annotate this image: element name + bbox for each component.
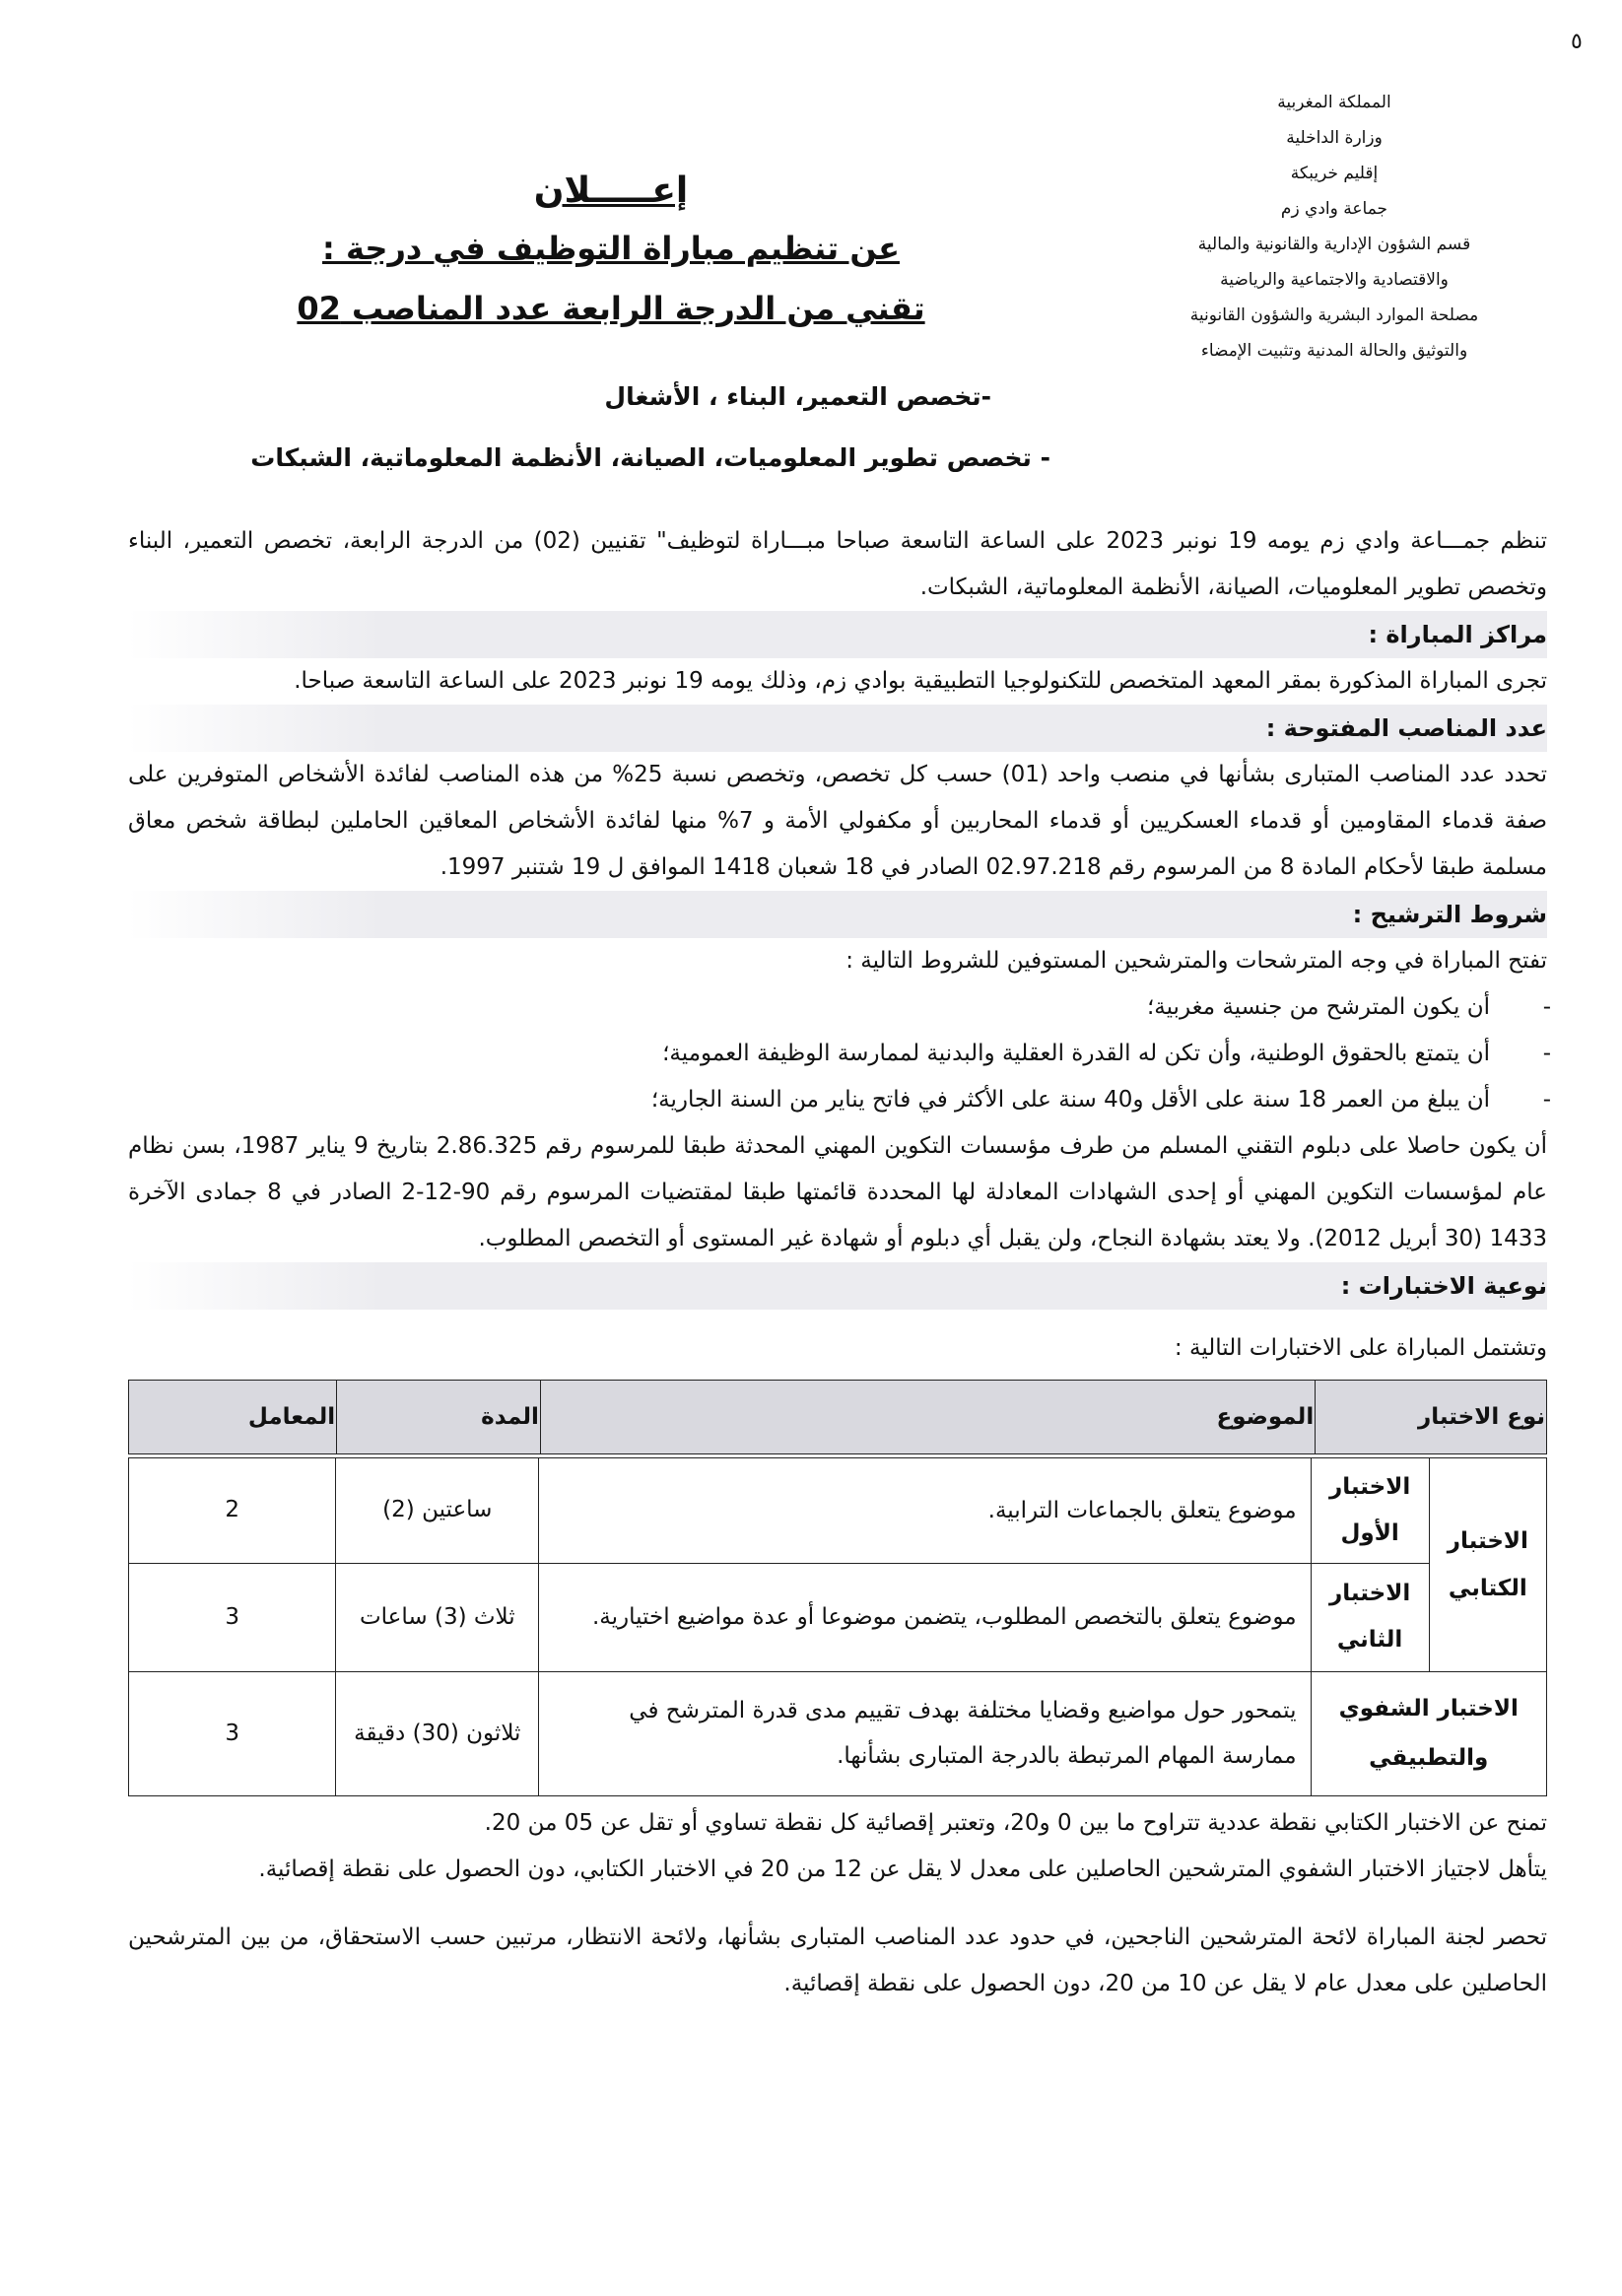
column-header-coefficient: المعامل	[129, 1381, 337, 1454]
announcement-body	[128, 518, 1547, 2007]
header-line: والتوثيق والحالة المدنية وتثبيت الإمضاء	[1200, 341, 1468, 361]
header-line: إقليم خريبكة	[1290, 164, 1379, 183]
test-subject: موضوع يتعلق بالتخصص المطلوب، يتضمن موضوعا أو عدة مواضيع اختيارية.	[539, 1563, 1311, 1671]
tests-intro: وتشتمل المباراة على الاختبارات التالية :	[1174, 1335, 1547, 1361]
header-line: قسم الشؤون الإدارية والقانونية والمالية	[1197, 235, 1471, 254]
column-header-subject: الموضوع	[540, 1381, 1315, 1454]
header-line: مصلحة الموارد البشرية والشؤون القانونية	[1189, 305, 1479, 325]
condition-item: - أن يتمتع بالحقوق الوطنية، وأن تكن له القدرة العقلية والبدنية لممارسة الوظيفة العمومية؛	[128, 1031, 1547, 1077]
condition-item: - أن يبلغ من العمر 18 سنة على الأقل و40 سنة على الأكثر في فاتح يناير من السنة الجارية؛	[128, 1077, 1547, 1123]
written-test-group: الاختبار الكتابي	[1429, 1457, 1546, 1671]
note-paragraph: تحصر لجنة المباراة لائحة المترشحين الناجحين، في حدود عدد المناصب المتبارى بشأنها، ولائحة الانتظار، مرتبين حسب الاستحقاق، من بين المترشحين الحاصلين على معدل عام لا يقل عن 10 من 20، دون الحصول على نقطة إقصائية.	[128, 1924, 1547, 1996]
condition-item: - أن يكون المترشح من جنسية مغربية؛	[128, 984, 1547, 1031]
section-heading-tests: نوعية الاختبارات :	[128, 1262, 1547, 1310]
announcement-title	[227, 164, 995, 339]
test-duration: ثلاثون (30) دقيقة	[336, 1671, 539, 1795]
table-header-row	[129, 1381, 1547, 1454]
note-paragraph: يتأهل لاجتياز الاختبار الشفوي المترشحين الحاصلين على معدل لا يقل عن 12 من 20 في الاختبار الكتابي، دون الحصول على نقطة إقصائية.	[258, 1856, 1547, 1882]
test-name: الاختبار الثاني	[1311, 1563, 1429, 1671]
test-coefficient: 2	[129, 1457, 336, 1563]
test-name: الاختبار الشفوي والتطبيقي	[1311, 1671, 1546, 1795]
test-name: الاختبار الأول	[1311, 1457, 1429, 1563]
title-grade: تقني من الدرجة الرابعة عدد المناصب 02	[297, 290, 925, 327]
conditions-intro: تفتح المباراة في وجه المترشحات والمترشحين المستوفين للشروط التالية :	[845, 948, 1547, 974]
conditions-list	[128, 984, 1547, 1123]
positions-text: تحدد عدد المناصب المتبارى بشأنها في منصب واحد (01) حسب كل تخصص، وتخصص نسبة 25% من هذه المناصب لفائدة الأشخاص المتوفرين على صفة قدماء المقاومين أو قدماء العسكريين أو قدماء المحاربين أو مكفولي الأمة و 7% منها لفائدة الأشخاص المعاقين الحاملين لبطاقة شخص معاق مسلمة طبقا لأحكام المادة 8 من المرسوم رقم 02.97.218 الصادر في 18 شعبان 1418 الموافق ل 19 شتنبر 1997.	[128, 762, 1547, 880]
test-subject: يتمحور حول مواضيع وقضايا مختلفة بهدف تقييم مدى قدرة المترشح في ممارسة المهام المرتبطة بالدرجة المتبارى بشأنها.	[539, 1671, 1311, 1795]
title-subject: عن تنظيم مباراة التوظيف في درجة :	[322, 230, 900, 267]
page-mark: ٥	[1571, 30, 1583, 54]
centers-text: تجرى المباراة المذكورة بمقر المعهد المتخصص للتكنولوجيا التطبيقية بوادي زم، وذلك يومه 19 نونبر 2023 على الساعة التاسعة صباحا.	[294, 668, 1547, 694]
tests-table	[128, 1380, 1547, 1454]
test-coefficient: 3	[129, 1563, 336, 1671]
section-heading-centers: مراكز المباراة :	[128, 611, 1547, 658]
column-header-type: نوع الاختبار	[1316, 1381, 1547, 1454]
diploma-condition: أن يكون حاصلا على دبلوم التقني المسلم من طرف مؤسسات التكوين المهني المحدثة طبقا للمرسوم رقم 2.86.325 بتاريخ 9 يناير 1987، بسن نظام عام لمؤسسات التكوين المهني أو إحدى الشهادات المعادلة لها المحددة قائمتها طبقا لمقتضيات المرسوم رقم 90-12-2 الصادر في 8 جمادى الآخرة 1433 (30 أبريل 2012). ولا يعتد بشهادة النجاح، ولن يقبل أي دبلوم أو شهادة غير المستوى أو التخصص المطلوب.	[128, 1133, 1547, 1251]
section-heading-conditions: شروط الترشيح :	[128, 891, 1547, 938]
title-announcement: إعـــــلان	[533, 170, 689, 211]
test-duration: ثلاث (3) ساعات	[336, 1563, 539, 1671]
column-header-duration: المدة	[337, 1381, 541, 1454]
test-subject: موضوع يتعلق بالجماعات الترابية.	[539, 1457, 1311, 1563]
issuer-header	[1137, 85, 1531, 369]
note-paragraph: تمنح عن الاختبار الكتابي نقطة عددية تتراوح ما بين 0 و20، وتعتبر إقصائية كل نقطة تساوي أو تقل عن 05 من 20.	[484, 1809, 1547, 1836]
header-line: والاقتصادية والاجتماعية والرياضية	[1220, 270, 1449, 290]
header-line: وزارة الداخلية	[1286, 128, 1383, 148]
tests-table-body	[128, 1457, 1547, 1796]
section-heading-positions: عدد المناصب المفتوحة :	[128, 705, 1547, 752]
specialties-list	[250, 367, 1050, 489]
header-line: المملكة المغربية	[1277, 93, 1391, 112]
header-line: جماعة وادي زم	[1280, 199, 1388, 219]
intro-paragraph: تنظم جمـــاعة وادي زم يومه 19 نونبر 2023 على الساعة التاسعة صباحا مبـــاراة لتوظيف" تقنيين (02) من الدرجة الرابعة، تخصص التعمير، البناء وتخصص تطوير المعلوميات، الصيانة، الأنظمة المعلوماتية، الشبكات.	[128, 528, 1548, 600]
specialty-item: -تخصص التعمير، البناء ، الأشغال	[604, 382, 991, 411]
test-coefficient: 3	[129, 1671, 336, 1795]
table-row	[129, 1671, 1547, 1795]
table-row	[129, 1457, 1547, 1563]
test-duration: ساعتين (2)	[336, 1457, 539, 1563]
specialty-item: - تخصص تطوير المعلوميات، الصيانة، الأنظمة المعلوماتية، الشبكات	[250, 443, 1050, 472]
table-row	[129, 1563, 1547, 1671]
